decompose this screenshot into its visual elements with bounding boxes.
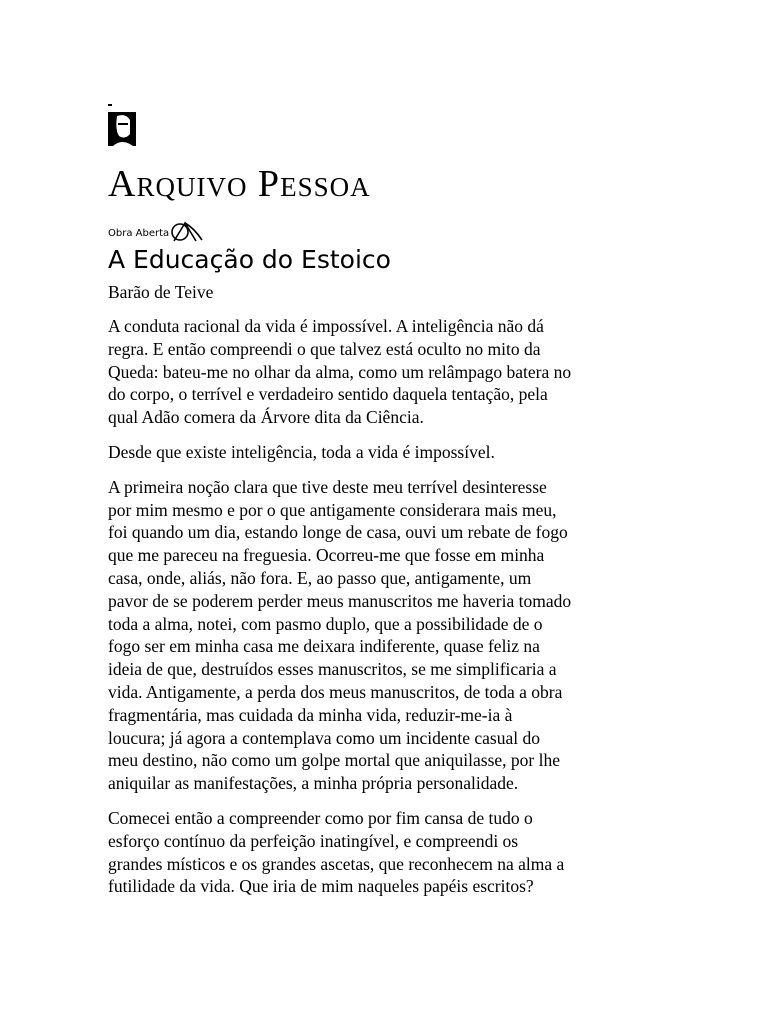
portrait-icon	[108, 104, 136, 146]
brand-text: Obra Aberta	[108, 228, 170, 239]
paragraph: Comecei então a compreender como por fim cansa de tudo o esforço contínuo da perfeição inatingível, e compreendi os grandes místicos e os grandes ascetas, que reconhecem na alma a futilidade da vida. Que iria de mim naqueles papéis escritos?	[108, 807, 565, 897]
paragraph: A conduta racional da vida é impossível. A inteligência não dá regra. E então compreendi o que talvez está oculto no mito da Queda: bateu-me no olhar da alma, como um relâmpago batera no do corpo, o terrível e verdadeiro sentido daquela tentação, pela qual Adão comera da Árvore dita da Ciência.	[108, 316, 572, 428]
document-body	[108, 315, 648, 910]
document-title: A Educação do Estoico	[108, 245, 391, 274]
site-title: Arquivo Pessoa	[108, 163, 371, 205]
paragraph: A primeira noção clara que tive deste meu terrível desinteresse por mim mesmo e por o que antigamente considerara mais meu, foi quando um dia, estando longe de casa, ouvi um rebate de fogo que me pareceu na freguesia. Ocorreu-me que fosse em minha casa, onde, aliás, não fora. E, ao passo que, antigamente, um pavor de se poderem perder meus manuscritos me haveria tomado toda a alma, notei, com pasmo duplo, que a possibilidade de o fogo ser em minha casa me deixara indiferente, quase feliz na ideia de que, destruídos esses manuscritos, se me simplificaria a vida. Antigamente, a perda dos meus manuscritos, de toda a obra fragmentária, mas cuidada da minha vida, reduzir-me-ia à loucura; já agora a contemplava como um incidente casual do meu destino, não como um golpe mortal que aniquilasse, por lhe aniquilar as manifestações, a minha própria personalidade.	[108, 476, 572, 794]
paragraph: Desde que existe inteligência, toda a vida é impossível.	[108, 441, 495, 462]
document-author: Barão de Teive	[108, 282, 214, 302]
